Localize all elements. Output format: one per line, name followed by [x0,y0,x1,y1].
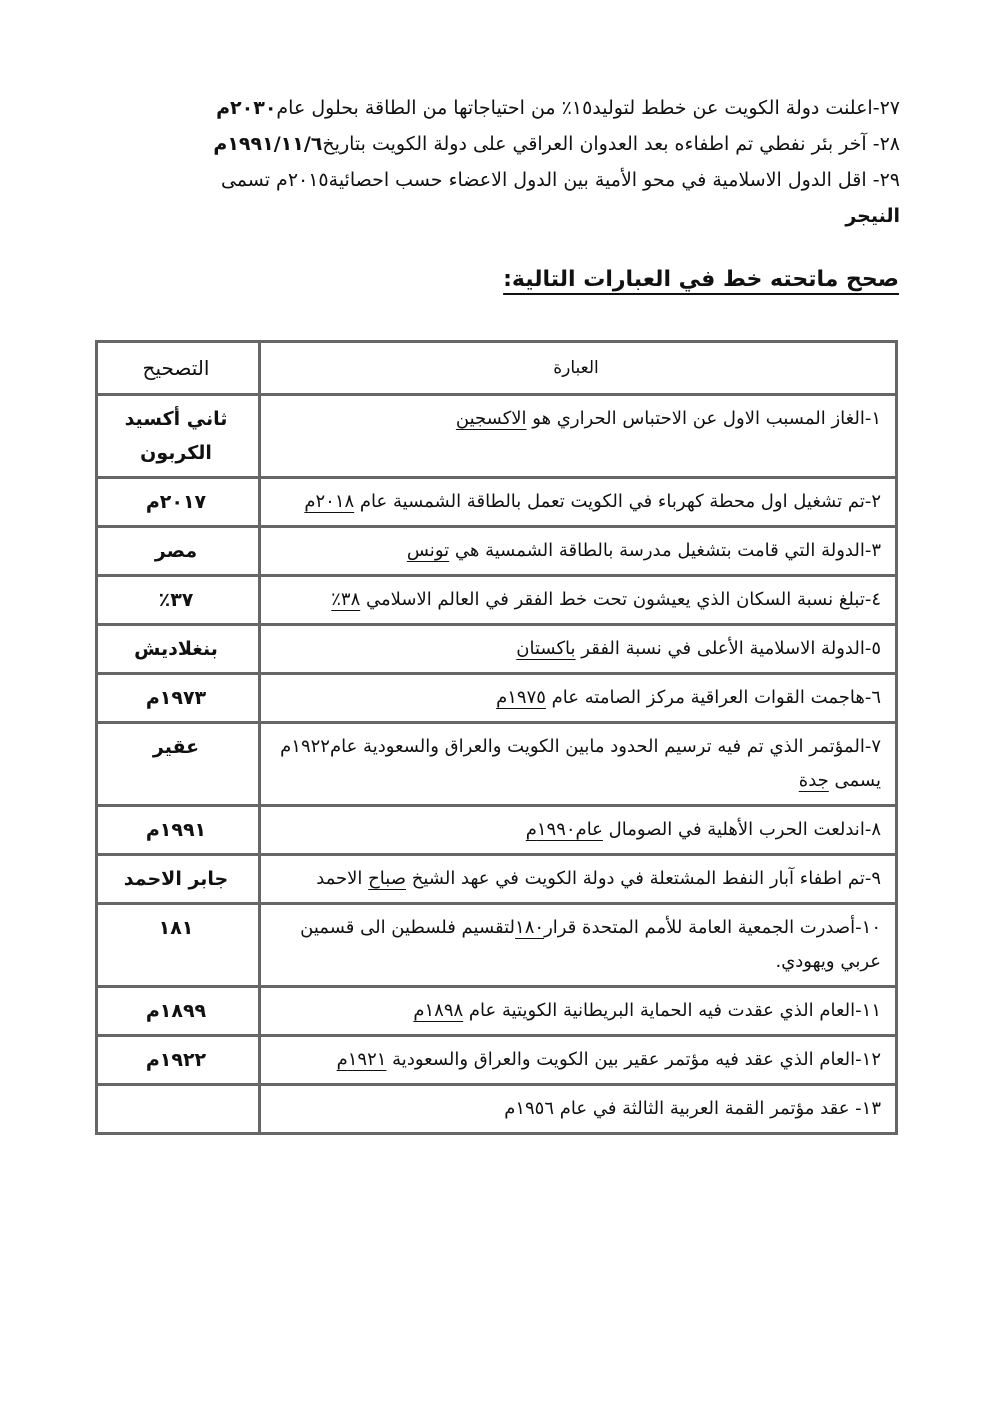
underlined-error: ٢٠١٨م [304,491,355,512]
correction-cell: ثاني أكسيد الكربون [97,395,260,478]
correction-cell: بنغلاديش [97,625,260,674]
underlined-error: ١٩٢١م [336,1049,387,1070]
section-title: صحح ماتحته خط في العبارات التالية: [503,267,899,292]
underlined-error: ١٨٩٨م [413,1000,464,1021]
statement-cell [260,527,897,576]
intro-item-answer: النيجر [845,205,900,227]
underlined-error: جدة [798,770,829,791]
statement-cell [260,723,897,806]
correction-cell: ٢٠١٧م [97,478,260,527]
intro-item [120,162,900,234]
statement-text: ١١-العام الذي عقدت فيه الحماية البريطانية الكويتية عام [463,1000,881,1021]
statement-cell [260,1036,897,1085]
intro-item-text: ٢٩- اقل الدول الاسلامية في محو الأمية بين الدول الاعضاء حسب احصائية٢٠١٥م تسمى [220,169,900,191]
table-row [97,806,897,855]
statement-cell [260,855,897,904]
intro-item-bold: ٢٠٣٠م [216,97,277,119]
underlined-error: صباح [368,868,406,889]
table-row [97,855,897,904]
table-header-row [97,342,897,395]
statement-text: ٤-تبلغ نسبة السكان الذي يعيشون تحت خط الفقر في العالم الاسلامي [360,589,881,610]
intro-item-text: ٢٨- آخر بئر نفطي تم اطفاءه بعد العدوان العراقي على دولة الكويت بتاريخ [322,133,900,155]
underlined-error: عام١٩٩٠م [525,819,603,840]
correction-cell: ١٩٢٢م [97,1036,260,1085]
correction-cell: ٣٧٪ [97,576,260,625]
table-row [97,904,897,987]
correction-cell: ١٩٩١م [97,806,260,855]
statement-cell [260,478,897,527]
statement-cell [260,576,897,625]
table-row [97,987,897,1036]
correction-cell: عقير [97,723,260,806]
statement-text: ٦-هاجمت القوات العراقية مركز الصامته عام [545,687,881,708]
correction-cell: ١٩٧٣م [97,674,260,723]
statement-text: ١-الغاز المسبب الاول عن الاحتباس الحراري هو [526,408,881,429]
table-row [97,1036,897,1085]
statement-cell [260,1085,897,1134]
table-row [97,478,897,527]
header-statement: العبارة [260,342,897,395]
correction-cell: جابر الاحمد [97,855,260,904]
intro-item [120,90,900,126]
statement-text: ١٣- عقد مؤتمر القمة العربية الثالثة في عام ١٩٥٦م [504,1098,881,1119]
statement-text-tail: الاحمد [316,868,369,889]
table-row [97,1085,897,1134]
correction-cell: ١٨١ [97,904,260,987]
statement-text: ٨-اندلعت الحرب الأهلية في الصومال [602,819,881,840]
statement-cell [260,904,897,987]
underlined-error: باكستان [516,638,576,659]
header-correction: التصحيح [97,342,260,395]
underlined-error: ١٩٧٥م [496,687,546,708]
correction-cell: مصر [97,527,260,576]
statement-text: ١٢-العام الذي عقد فيه مؤتمر عقير بين الكويت والعراق والسعودية [386,1049,881,1070]
underlined-error: تونس [406,540,450,561]
statement-cell [260,674,897,723]
underlined-error: ١٨٠ [515,917,545,938]
correction-table [95,340,898,1135]
table-row [97,395,897,478]
intro-statements [120,90,900,234]
table-row [97,527,897,576]
statement-text: ٩-تم اطفاء آبار النفط المشتعلة في دولة الكويت في عهد الشيخ [406,868,881,889]
statement-cell [260,625,897,674]
table-row [97,625,897,674]
underlined-error: الاكسجين [455,408,527,429]
correction-cell: ١٨٩٩م [97,987,260,1036]
correction-cell [97,1085,260,1134]
table-row [97,674,897,723]
intro-item-bold: ١٩٩١/١١/٦م [213,133,323,155]
statement-text: ١٠-أصدرت الجمعية العامة للأمم المتحدة قرار [544,917,881,938]
statement-text: ٣-الدولة التي قامت بتشغيل مدرسة بالطاقة الشمسية هي [449,540,881,561]
statement-text: ٧-المؤتمر الذي تم فيه ترسيم الحدود مابين الكويت والعراق والسعودية عام١٩٢٢م يسمى [280,736,881,791]
statement-cell [260,395,897,478]
underlined-error: ٣٨٪ [331,589,361,610]
table-row [97,576,897,625]
statement-text: ٥-الدولة الاسلامية الأعلى في نسبة الفقر [575,638,881,659]
statement-text-tail: لتقسيم فلسطين الى قسمين عربي ويهودي. [300,917,881,972]
intro-item [120,126,900,162]
table-row [97,723,897,806]
statement-text: ٢-تم تشغيل اول محطة كهرباء في الكويت تعمل بالطاقة الشمسية عام [354,491,881,512]
statement-cell [260,987,897,1036]
statement-cell [260,806,897,855]
intro-item-text: ٢٧-اعلنت دولة الكويت عن خطط لتوليد١٥٪ من احتياجاتها من الطاقة بحلول عام [276,97,900,119]
